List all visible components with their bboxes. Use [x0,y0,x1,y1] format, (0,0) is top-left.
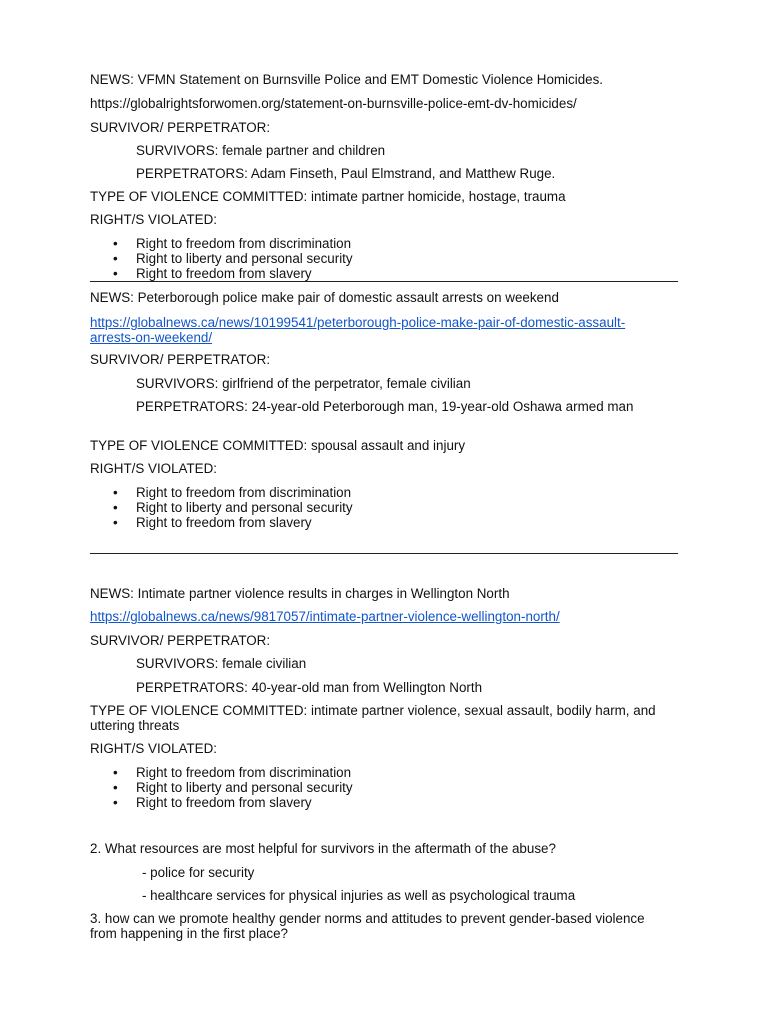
answer-2-1: - police for security [142,865,255,880]
rights-list-3 [90,765,353,810]
bullet-icon: • [113,515,118,530]
right-text: Right to freedom from discrimination [136,765,352,780]
rights-list-1 [90,236,353,281]
list-item [90,515,353,530]
bullet-icon: • [113,251,118,266]
right-text: Right to liberty and personal security [136,780,353,795]
news-headline-3: NEWS: Intimate partner violence results in charges in Wellington North [90,586,510,601]
rights-label-3: RIGHT/S VIOLATED: [90,741,217,756]
survivor-perpetrator-label-1: SURVIVOR/ PERPETRATOR: [90,120,271,135]
survivor-perpetrator-label-3: SURVIVOR/ PERPETRATOR: [90,633,271,648]
list-item [90,780,353,795]
survivor-perpetrator-label-2: SURVIVOR/ PERPETRATOR: [90,352,271,367]
list-item [90,266,353,281]
right-text: Right to freedom from slavery [136,266,312,281]
violence-type-3: TYPE OF VIOLENCE COMMITTED: intimate partner violence, sexual assault, bodily harm, and uttering threats [90,703,656,733]
survivors-2: SURVIVORS: girlfriend of the perpetrator, female civilian [136,376,471,391]
bullet-icon: • [113,765,118,780]
bullet-icon: • [113,485,118,500]
question-2: 2. What resources are most helpful for survivors in the aftermath of the abuse? [90,841,556,856]
bullet-icon: • [113,500,118,515]
perpetrators-3: PERPETRATORS: 40-year-old man from Wellington North [136,680,483,695]
right-text: Right to liberty and personal security [136,251,353,266]
rights-list-2 [90,485,353,530]
list-item [90,251,353,266]
bullet-icon: • [113,266,118,281]
list-item [90,765,353,780]
list-item [90,795,353,810]
news-headline-1: NEWS: VFMN Statement on Burnsville Police and EMT Domestic Violence Homicides. [90,72,604,87]
source-url-1: https://globalrightsforwomen.org/statement-on-burnsville-police-emt-dv-homicides/ [90,96,577,111]
right-text: Right to freedom from slavery [136,795,312,810]
violence-type-2: TYPE OF VIOLENCE COMMITTED: spousal assault and injury [90,438,466,453]
list-item [90,500,353,515]
right-text: Right to freedom from slavery [136,515,312,530]
right-text: Right to freedom from discrimination [136,236,352,251]
survivors-3: SURVIVORS: female civilian [136,656,307,671]
source-link-2[interactable]: https://globalnews.ca/news/10199541/peterborough-police-make-pair-of-domestic-assault-arrests-on-weekend/ [90,315,626,345]
violence-type-1: TYPE OF VIOLENCE COMMITTED: intimate partner homicide, hostage, trauma [90,189,566,204]
bullet-icon: • [113,236,118,251]
right-text: Right to liberty and personal security [136,500,353,515]
question-3: 3. how can we promote healthy gender norms and attitudes to prevent gender-based violence from happening in the first place? [90,911,645,941]
list-item [90,236,353,251]
source-link-3[interactable]: https://globalnews.ca/news/9817057/intimate-partner-violence-wellington-north/ [90,609,560,624]
perpetrators-2: PERPETRATORS: 24-year-old Peterborough man, 19-year-old Oshawa armed man [136,399,634,414]
divider [90,553,678,554]
rights-label-1: RIGHT/S VIOLATED: [90,212,217,227]
perpetrators-1: PERPETRATORS: Adam Finseth, Paul Elmstrand, and Matthew Ruge. [136,166,556,181]
survivors-1: SURVIVORS: female partner and children [136,143,386,158]
news-headline-2: NEWS: Peterborough police make pair of domestic assault arrests on weekend [90,290,559,305]
answer-2-2: - healthcare services for physical injuries as well as psychological trauma [142,888,576,903]
list-item [90,485,353,500]
rights-label-2: RIGHT/S VIOLATED: [90,461,217,476]
divider [90,281,678,282]
bullet-icon: • [113,795,118,810]
right-text: Right to freedom from discrimination [136,485,352,500]
bullet-icon: • [113,780,118,795]
